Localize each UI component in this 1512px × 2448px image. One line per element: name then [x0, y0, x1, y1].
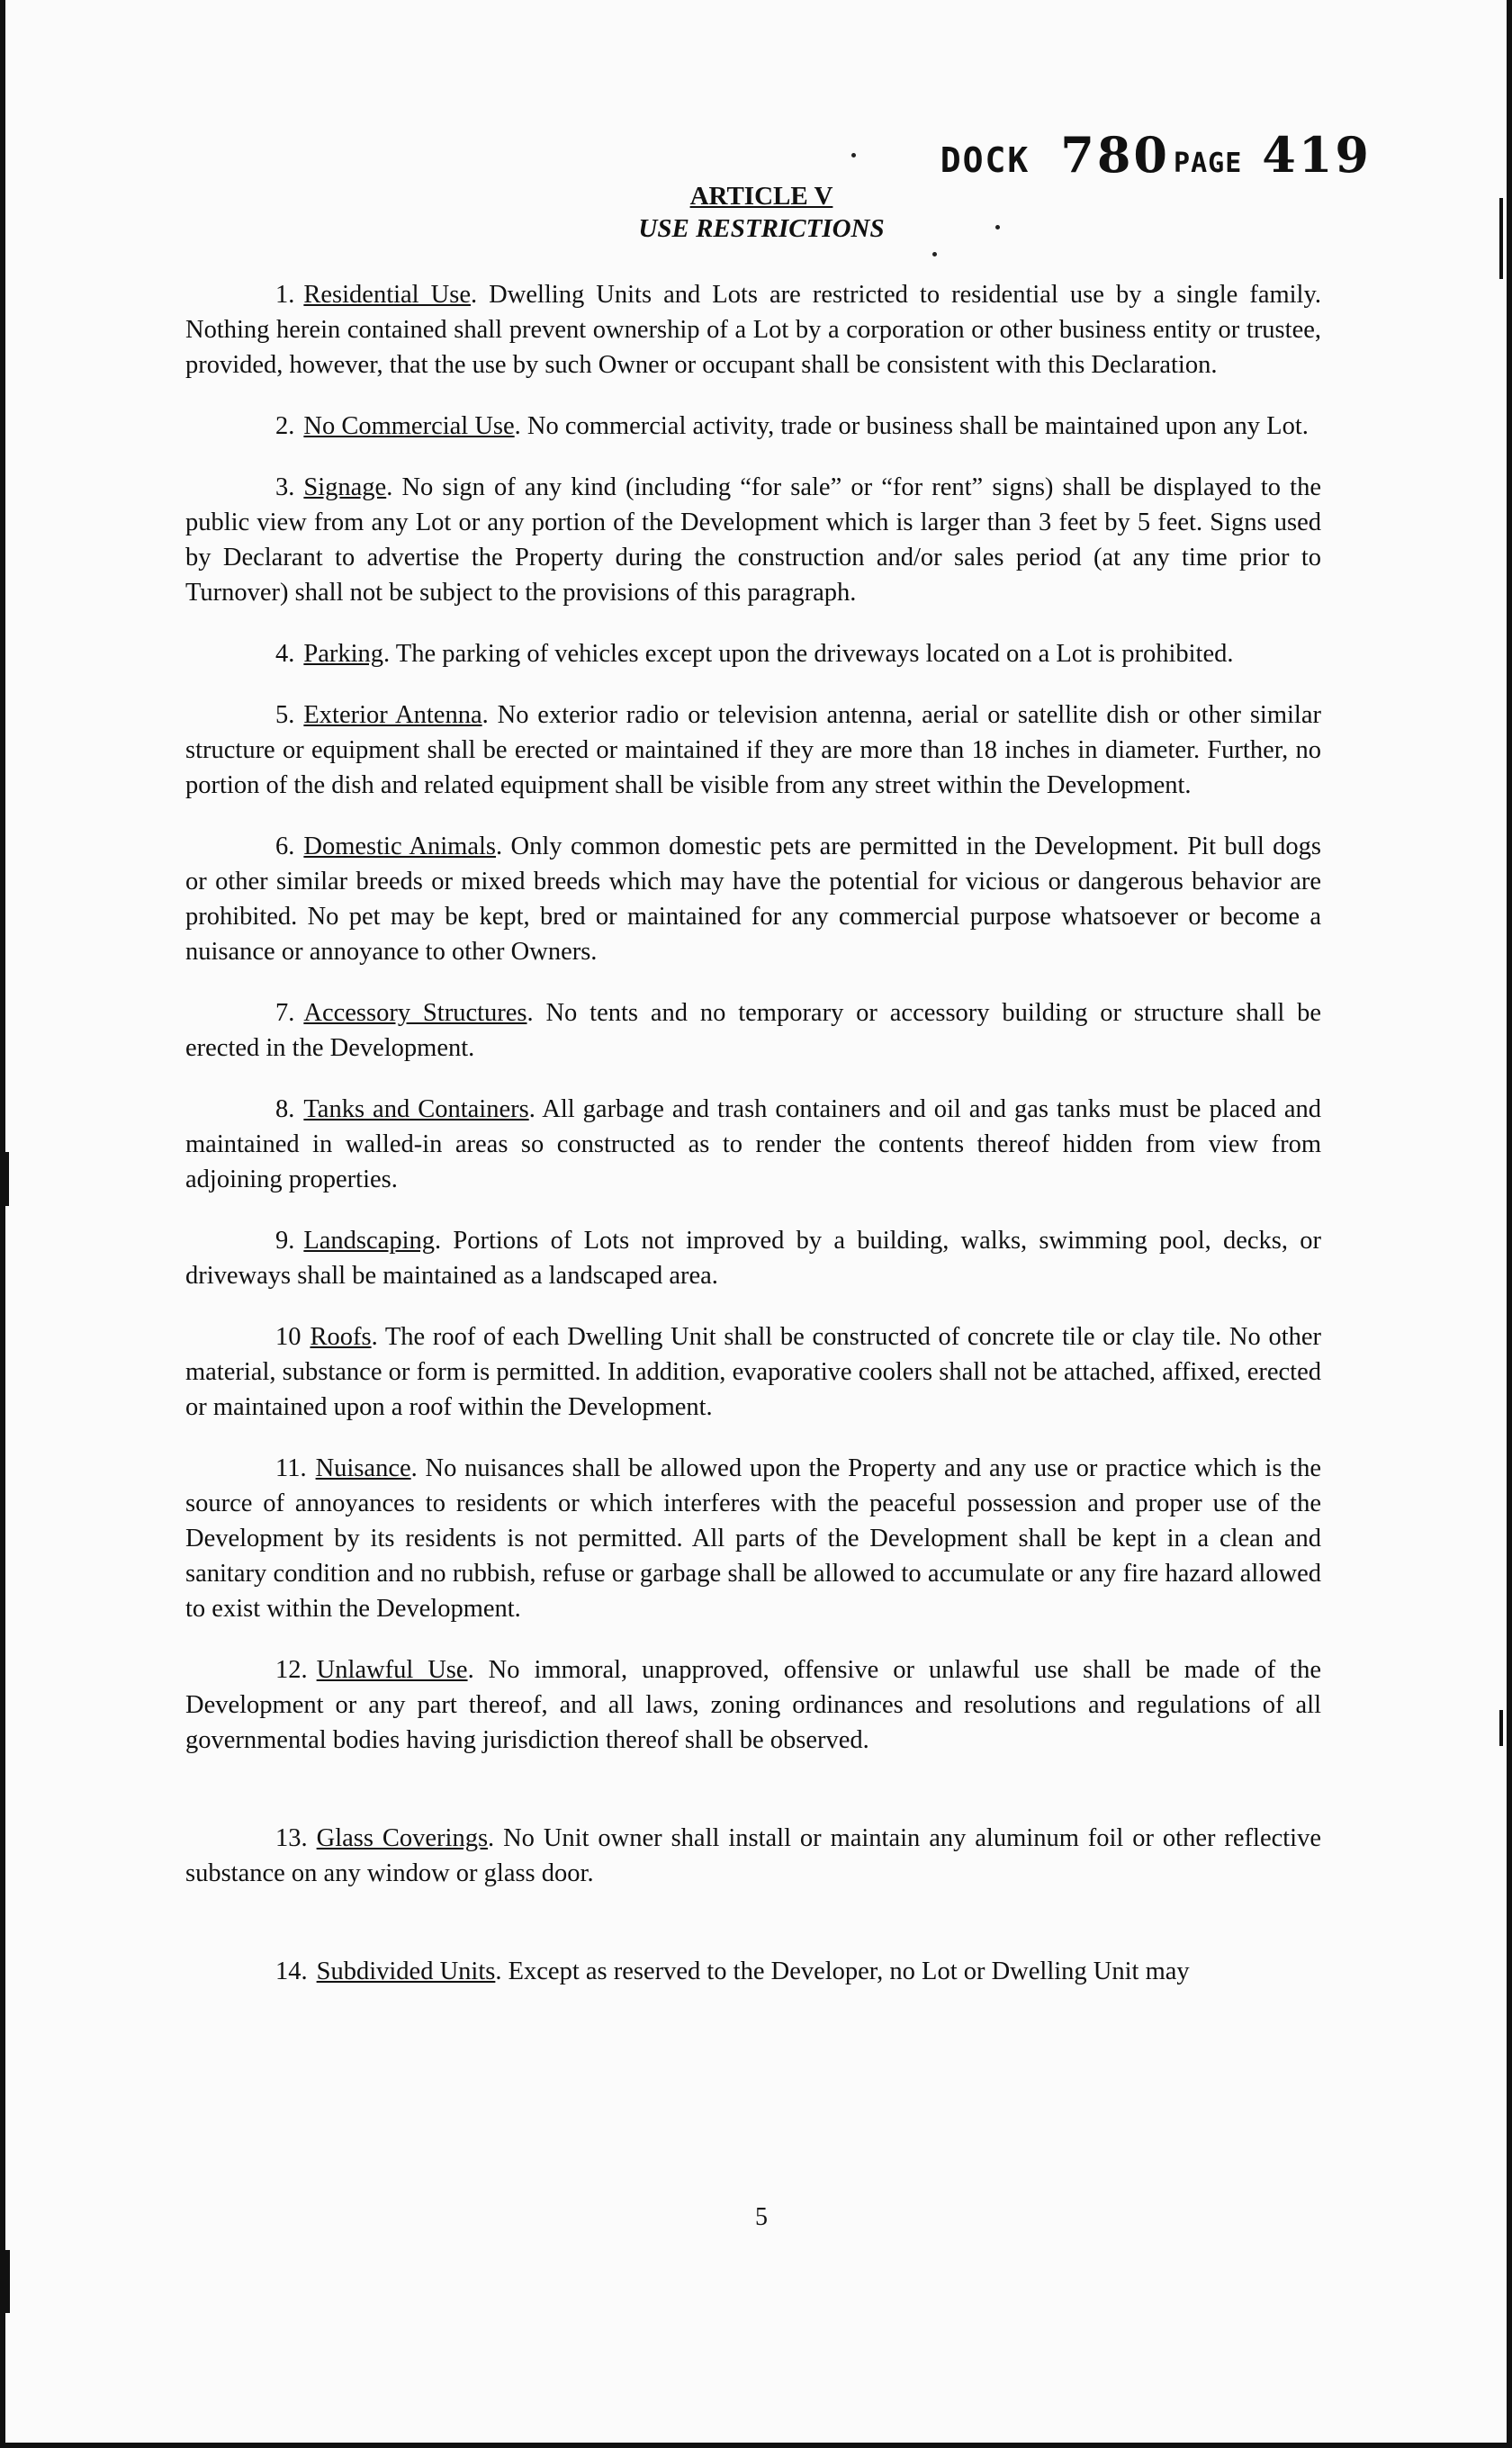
section-text: . No immoral, unapproved, offensive or unlawful use shall be made of the Development or any part thereof, and all laws, zoning ordinances and resolutions and regulations of all governmental bodies having jurisdiction thereof shall be observed.	[185, 1656, 1321, 1754]
section-text: . The roof of each Dwelling Unit shall be constructed of concrete tile or clay tile. No other material, substance or form is permitted. In addition, evaporative coolers shall not be attached, affixed, erected or maintained upon a roof within the Development.	[185, 1323, 1321, 1421]
section-text: . No tents and no temporary or accessory building or structure shall be erected in the Development.	[185, 999, 1321, 1062]
section-no-commercial-use	[185, 409, 1321, 444]
section-text: . Portions of Lots not improved by a building, walks, swimming pool, decks, or driveways shall be maintained as a landscaped area.	[185, 1227, 1321, 1290]
article-title: ARTICLE V	[689, 182, 833, 211]
section-parking	[185, 636, 1321, 671]
section-title: Tanks and Containers	[303, 1095, 529, 1123]
section-tanks-and-containers	[185, 1092, 1321, 1197]
section-title: Signage	[303, 473, 387, 501]
section-domestic-animals	[185, 829, 1321, 969]
section-title: Residential Use	[303, 281, 471, 309]
section-signage	[185, 470, 1321, 610]
section-title: Accessory Structures	[303, 999, 527, 1027]
section-text: . No nuisances shall be allowed upon the Property and any use or practice which is the source of annoyances to residents or which interferes with the peaceful possession and proper use of the Development by its residents is not permitted. All parts of the Development shall be kept in a clean and sanitary condition and no rubbish, refuse or garbage shall be allowed to accumulate or any fire hazard allowed to exist within the Development.	[185, 1454, 1321, 1623]
section-title: No Commercial Use	[303, 412, 515, 440]
section-title: Glass Coverings	[316, 1824, 489, 1852]
scan-edge-mark	[5, 1152, 9, 1206]
section-number: 12.	[275, 1656, 308, 1684]
section-number: 7.	[275, 999, 295, 1027]
section-number: 2.	[275, 412, 295, 440]
section-roofs	[185, 1319, 1321, 1425]
section-exterior-antenna	[185, 698, 1321, 803]
section-accessory-structures	[185, 995, 1321, 1066]
section-title: Subdivided Units	[316, 1958, 496, 1985]
page-number: 5	[755, 2203, 768, 2231]
book-number: 780	[1060, 126, 1171, 184]
section-number: 9.	[275, 1227, 295, 1255]
book-page-reference	[940, 126, 1372, 184]
section-text: . Dwelling Units and Lots are restricted to residential use by a single family. Nothing herein contained shall prevent ownership of a Lot by a corporation or other business entity or trustee, provided, however, that the use by such Owner or occupant shall be consistent with this Declaration.	[185, 281, 1321, 379]
section-number: 8.	[275, 1095, 295, 1123]
section-text: . Except as reserved to the Developer, no Lot or Dwelling Unit may	[495, 1958, 1190, 1985]
section-number: 10	[275, 1323, 302, 1351]
section-unlawful-use	[185, 1652, 1321, 1758]
section-number: 14.	[275, 1958, 308, 1985]
scan-speck	[932, 252, 937, 256]
scan-edge-mark	[1499, 1710, 1503, 1746]
section-title: Nuisance	[315, 1454, 411, 1482]
article-heading	[5, 180, 1512, 245]
section-title: Parking	[303, 640, 384, 668]
section-number: 6.	[275, 832, 295, 860]
section-title: Exterior Antenna	[303, 701, 482, 729]
section-number: 11.	[275, 1454, 307, 1482]
section-nuisance	[185, 1451, 1321, 1626]
section-number: 13.	[275, 1824, 308, 1852]
section-text: . No exterior radio or television antenna, aerial or satellite dish or other similar structure or equipment shall be erected or maintained if they are more than 18 inches in diameter. Further, no portion of the dish and related equipment shall be visible from any street within the Development.	[185, 701, 1321, 799]
page-label: PAGE	[1174, 148, 1243, 179]
section-text: . No sign of any kind (including “for sale” or “for rent” signs) shall be displayed to the public view from any Lot or any portion of the Development which is larger than 3 feet by 5 feet. Signs used by Declarant to advertise the Property during the construction and/or sales period (at any time prior to Turnover) shall not be subject to the provisions of this paragraph.	[185, 473, 1321, 607]
section-number: 1.	[275, 281, 295, 309]
scan-speck	[851, 153, 856, 158]
scan-edge-mark	[5, 2250, 10, 2313]
section-number: 5.	[275, 701, 295, 729]
section-landscaping	[185, 1223, 1321, 1293]
section-title: Unlawful Use	[316, 1656, 468, 1684]
article-subtitle: USE RESTRICTIONS	[638, 214, 885, 243]
section-text: . No commercial activity, trade or business shall be maintained upon any Lot.	[514, 412, 1309, 440]
section-text: . No Unit owner shall install or maintain any aluminum foil or other reflective substance on any window or glass door.	[185, 1824, 1322, 1887]
section-text: . All garbage and trash containers and oil and gas tanks must be placed and maintained in walled-in areas so constructed as to render the contents thereof hidden from view from adjoining properties.	[185, 1095, 1321, 1193]
section-text: . Only common domestic pets are permitted in the Development. Pit bull dogs or other similar breeds or mixed breeds which may have the potential for vicious or dangerous behavior are prohibited. No pet may be kept, bred or maintained for any commercial purpose whatsoever or become a nuisance or annoyance to other Owners.	[185, 832, 1321, 966]
section-number: 3.	[275, 473, 295, 501]
section-residential-use	[185, 277, 1321, 382]
section-title: Landscaping	[303, 1227, 435, 1255]
section-title: Domestic Animals	[303, 832, 497, 860]
section-glass-coverings	[185, 1821, 1321, 1891]
page-reference-number: 419	[1262, 126, 1372, 184]
book-label: DOCK	[940, 140, 1030, 180]
section-title: Roofs	[310, 1323, 372, 1351]
restrictions-body	[185, 277, 1321, 2015]
section-text: . The parking of vehicles except upon the driveways located on a Lot is prohibited.	[383, 640, 1234, 668]
section-number: 4.	[275, 640, 295, 668]
section-subdivided-units	[185, 1954, 1321, 1989]
